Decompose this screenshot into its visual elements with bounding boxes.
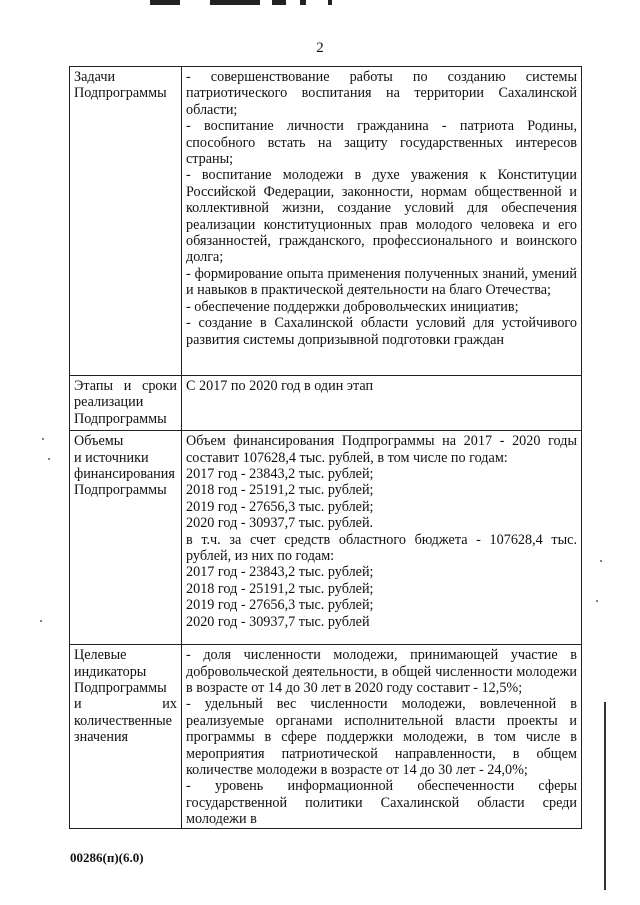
row-paragraph: 2018 год - 25191,2 тыс. рублей; [186, 580, 374, 597]
row-label: Объемы и источники финансирования Подпрограммы [74, 433, 175, 499]
row-value-cell [182, 431, 582, 645]
table-row [70, 67, 582, 376]
row-label-cell [70, 376, 182, 431]
row-paragraph: 2018 год - 25191,2 тыс. рублей; [186, 482, 374, 499]
row-paragraph: 2017 год - 23843,2 тыс. рублей; [186, 466, 374, 483]
scan-margin-line [604, 702, 606, 890]
row-paragraph: - обеспечение поддержки добровольческих инициатив; [186, 298, 519, 315]
scan-artifact-top [150, 0, 410, 5]
row-value-cell [182, 67, 582, 376]
row-paragraph: - удельный вес численности молодежи, вовлеченной в реализуемые органами исполнительной власти проекты и программы в сфере поддержки молодежи, в том числе в мероприятия патриотической направленности, в общем количестве молодежи в возрасте от 14 до 30 лет - 24,0%; [186, 696, 577, 779]
table-row [70, 645, 582, 828]
row-paragraph: 2019 год - 27656,3 тыс. рублей; [186, 498, 374, 515]
row-label-cell [70, 431, 182, 645]
row-paragraph: С 2017 по 2020 год в один этап [186, 378, 374, 394]
row-paragraph: 2019 год - 27656,3 тыс. рублей; [186, 597, 374, 614]
row-paragraph: 2020 год - 30937,7 тыс. рублей. [186, 515, 374, 532]
row-label: Задачи Подпрограммы [74, 69, 167, 102]
row-label-cell [70, 67, 182, 376]
table-row [70, 376, 582, 431]
subprogram-passport-table [69, 66, 582, 829]
row-paragraph: - создание в Сахалинской области условий для устойчивого развития системы допризывной подготовки граждан [186, 315, 577, 348]
row-paragraph: в т.ч. за счет средств областного бюджета - 107628,4 тыс. рублей, из них по годам: [186, 531, 577, 565]
row-paragraph: 2020 год - 30937,7 тыс. рублей [186, 613, 370, 630]
row-value-cell [182, 376, 582, 431]
row-paragraph: 2017 год - 23843,2 тыс. рублей; [186, 564, 374, 581]
row-label: Целевые индикаторы Подпрограммы и их количественные значения [74, 647, 177, 746]
row-paragraph: - доля численности молодежи, принимающей участие в добровольческой деятельности, в общей численности молодежи в возрасте от 14 до 30 лет в 2020 году составит - 12,5%; [186, 647, 577, 697]
row-paragraph: - воспитание молодежи в духе уважения к Конституции Российской Федерации, законности, нормам общественной и коллективной жизни, создание условий для обеспечения реализации конституционных прав молодого человека и его обязанностей, гражданского, профессионального и воинского долга; [186, 167, 577, 266]
row-label-cell [70, 645, 182, 828]
row-paragraph: - воспитание личности гражданина - патриота Родины, способного встать на защиту государственных интересов страны; [186, 118, 577, 168]
row-paragraph: Объем финансирования Подпрограммы на 2017 - 2020 годы составит 107628,4 тыс. рублей, в том числе по годам: [186, 433, 577, 466]
page-number: 2 [316, 40, 324, 56]
document-code: 00286(п)(6.0) [70, 850, 144, 865]
table-row [70, 431, 582, 645]
table-body [70, 67, 582, 829]
row-value-cell [182, 645, 582, 828]
row-paragraph: - формирование опыта применения полученных знаний, умений и навыков в практической деятельности на благо Отечества; [186, 265, 577, 299]
row-paragraph: - совершенствование работы по созданию системы патриотического воспитания на территории Сахалинской области; [186, 69, 577, 118]
row-label: Этапы и сроки реализации Подпрограммы [74, 378, 177, 427]
row-paragraph: - уровень информационной обеспеченности сферы государственной политики Сахалинской области среди молодежи в [186, 778, 577, 828]
